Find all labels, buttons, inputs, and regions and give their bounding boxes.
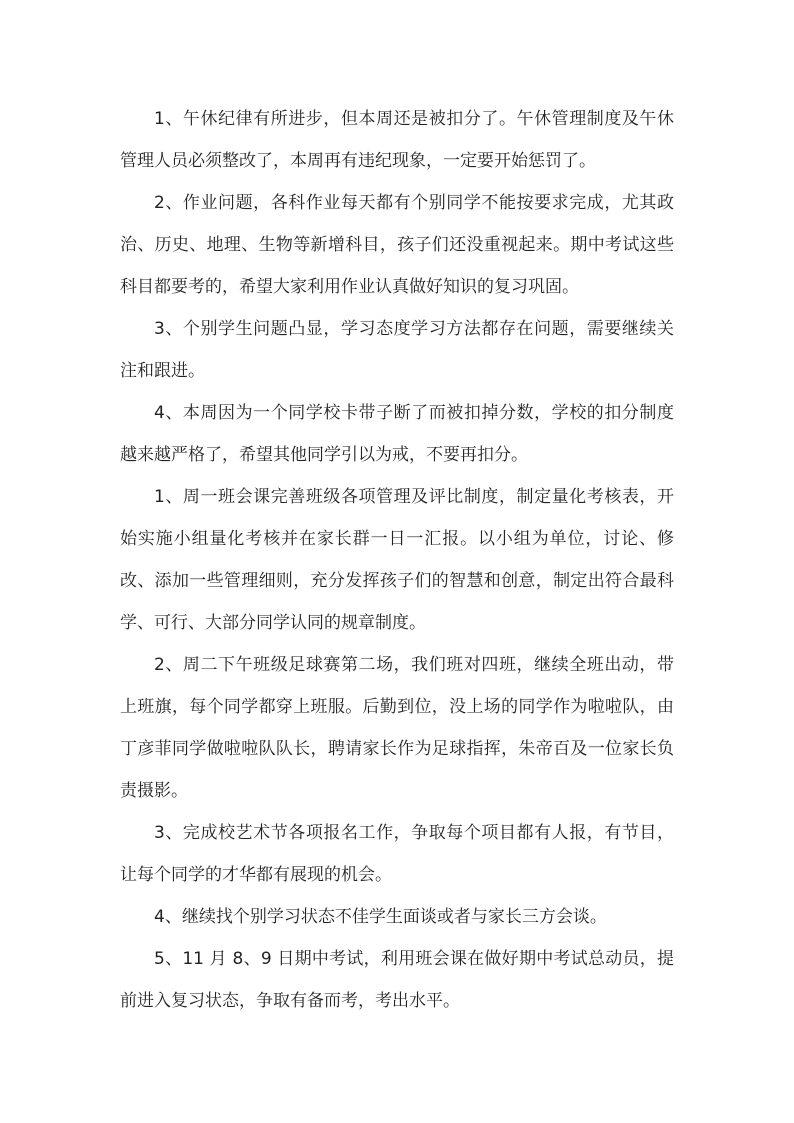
paragraph-3: 3、个别学生问题凸显，学习态度学习方法都存在问题，需要继续关注和跟进。: [120, 319, 674, 381]
paragraph-1: 1、午休纪律有所进步，但本周还是被扣分了。午休管理制度及午休管理人员必须整改了，本周再有违纪现象，一定要开始惩罚了。: [120, 109, 674, 171]
paragraph-8: 4、继续找个别学习状态不佳学生面谈或者与家长三方会谈。: [154, 907, 607, 927]
document-body: [120, 98, 674, 1022]
paragraph-4: 4、本周因为一个同学校卡带子断了而被扣掉分数，学校的扣分制度越来越严格了，希望其他同学引以为戒，不要再扣分。: [120, 403, 674, 465]
paragraph-9: 5、11 月 8、9 日期中考试，利用班会课在做好期中考试总动员，提前进入复习状态，争取有备而考，考出水平。: [120, 949, 674, 1011]
paragraph-5: 1、周一班会课完善班级各项管理及评比制度，制定量化考核表，开始实施小组量化考核并在家长群一日一汇报。以小组为单位，讨论、修改、添加一些管理细则，充分发挥孩子们的智慧和创意，制定出符合最科学、可行、大部分同学认同的规章制度。: [120, 487, 674, 633]
paragraph-6: 2、周二下午班级足球赛第二场，我们班对四班，继续全班出动，带上班旗，每个同学都穿上班服。后勤到位，没上场的同学作为啦啦队，由丁彦菲同学做啦啦队队长，聘请家长作为足球指挥，朱帝百及一位家长负责摄影。: [120, 655, 674, 801]
paragraph-2: 2、作业问题，各科作业每天都有个别同学不能按要求完成，尤其政治、历史、地理、生物等新增科目，孩子们还没重视起来。期中考试这些科目都要考的，希望大家利用作业认真做好知识的复习巩固。: [120, 193, 674, 297]
paragraph-7: 3、完成校艺术节各项报名工作，争取每个项目都有人报，有节目，让每个同学的才华都有展现的机会。: [120, 823, 674, 885]
